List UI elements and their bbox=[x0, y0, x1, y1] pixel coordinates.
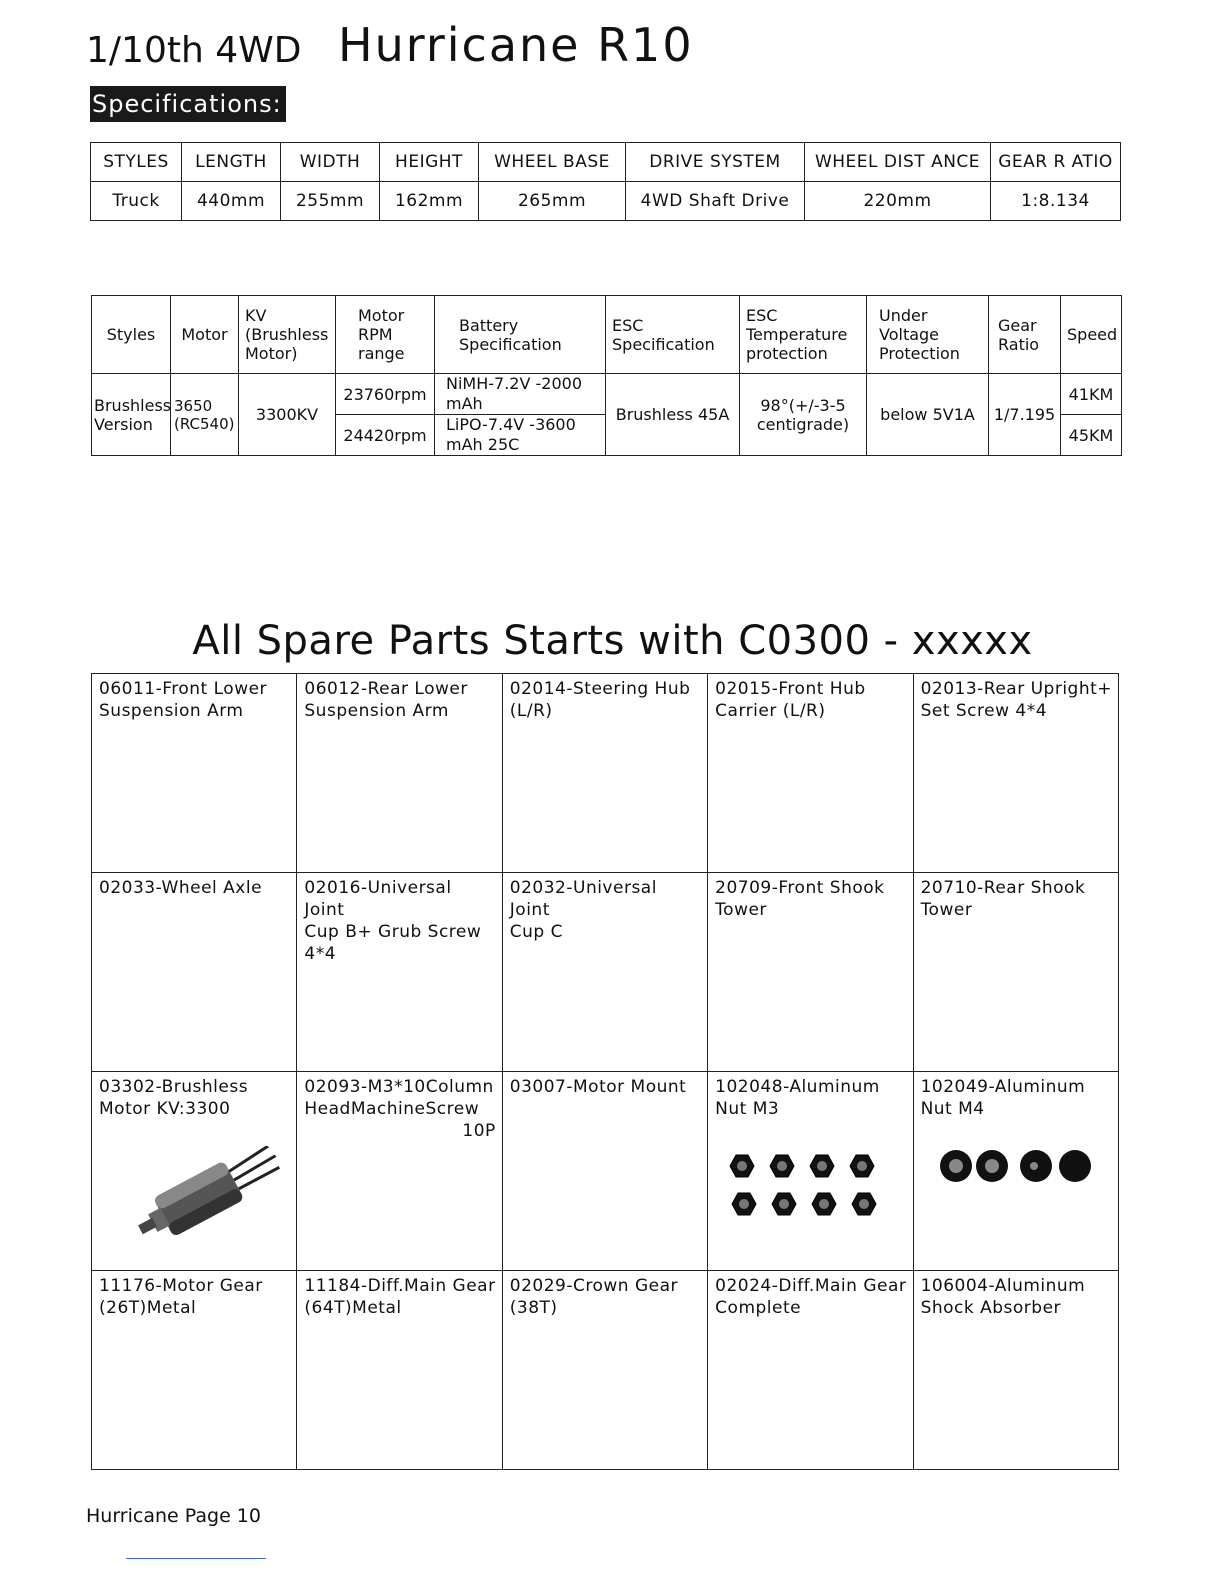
part-cell bbox=[708, 873, 913, 1072]
part-label: 102048-Aluminum bbox=[715, 1077, 880, 1097]
part-label: 02032-Universal Joint bbox=[509, 878, 657, 920]
part-cell bbox=[708, 674, 913, 873]
part-label: 11176-Motor Gear bbox=[99, 1276, 263, 1296]
part-label: (64T)Metal bbox=[304, 1298, 402, 1318]
esc-temp-cell bbox=[740, 374, 867, 456]
part-label: 06011-Front Lower bbox=[99, 679, 268, 699]
kv-header-line: (Brushless bbox=[245, 325, 329, 344]
parts-row-1 bbox=[92, 674, 1119, 873]
motor-line: (RC540) bbox=[174, 414, 235, 433]
part-cell bbox=[502, 674, 707, 873]
part-label: Set Screw 4*4 bbox=[920, 701, 1048, 721]
part-label: 02093-M3*10Column bbox=[304, 1077, 494, 1097]
rpm-cell-1: 23760rpm bbox=[336, 374, 435, 415]
gear-header-line: Ratio bbox=[998, 334, 1040, 354]
part-label: 4*4 bbox=[304, 944, 337, 964]
part-cell bbox=[502, 1271, 707, 1470]
voltage-header bbox=[867, 296, 989, 374]
part-label: 02024-Diff.Main Gear bbox=[715, 1276, 907, 1296]
spec-value-cell: Truck bbox=[91, 182, 182, 221]
spec-header-cell: WHEEL BASE bbox=[479, 143, 626, 182]
esc-temp-line: 98°(+/-3-5 bbox=[760, 395, 846, 415]
part-cell bbox=[92, 674, 297, 873]
voltage-header-line: Voltage bbox=[879, 325, 940, 344]
battery-cell-2 bbox=[435, 415, 606, 456]
voltage-header-line: Under bbox=[879, 306, 928, 325]
battery-line: mAh bbox=[446, 394, 483, 413]
part-label: Cup C bbox=[509, 922, 563, 942]
part-label: 20709-Front Shook bbox=[715, 878, 885, 898]
styles-header: Styles bbox=[92, 296, 171, 374]
brushless-motor-image bbox=[124, 1146, 294, 1241]
battery-header bbox=[435, 296, 606, 374]
battery-line: LiPO-7.4V -3600 bbox=[446, 415, 576, 434]
motor-line: 3650 bbox=[174, 396, 213, 415]
page-footer: Hurricane Page 10 bbox=[86, 1505, 261, 1527]
speed-cell-2: 45KM bbox=[1061, 415, 1122, 456]
part-cell bbox=[297, 1271, 502, 1470]
part-cell bbox=[913, 1271, 1118, 1470]
esc-header-line: ESC bbox=[612, 315, 644, 335]
spec-header-cell: WIDTH bbox=[281, 143, 380, 182]
kv-cell: 3300KV bbox=[239, 374, 336, 456]
esc-header bbox=[606, 296, 740, 374]
motor-header: Motor bbox=[171, 296, 239, 374]
part-label: Suspension Arm bbox=[304, 701, 449, 721]
styles-cell bbox=[92, 374, 171, 456]
spec-header-cell: LENGTH bbox=[182, 143, 281, 182]
gear-cell: 1/7.195 bbox=[989, 374, 1061, 456]
part-cell bbox=[502, 1072, 707, 1271]
gear-header-line: Gear bbox=[998, 315, 1037, 335]
spare-parts-title: All Spare Parts Starts with C0300 - xxxxx bbox=[192, 618, 1033, 664]
part-label: Complete bbox=[715, 1298, 802, 1318]
part-label: (L/R) bbox=[509, 701, 553, 721]
esc-temp-line: centigrade) bbox=[756, 414, 850, 434]
spec-value-cell: 4WD Shaft Drive bbox=[626, 182, 805, 221]
spec-value-row bbox=[91, 182, 1121, 221]
battery-line: mAh 25C bbox=[446, 435, 520, 454]
m4-nuts-image bbox=[934, 1146, 1104, 1186]
part-label: Motor KV:3300 bbox=[99, 1099, 231, 1119]
footer-link-line bbox=[126, 1558, 266, 1559]
model-name-title: Hurricane R10 bbox=[338, 18, 694, 72]
part-label: 102049-Aluminum bbox=[920, 1077, 1086, 1097]
kv-header bbox=[239, 296, 336, 374]
part-label: (26T)Metal bbox=[99, 1298, 197, 1318]
m3-nuts-image bbox=[722, 1146, 892, 1226]
spare-parts-grid bbox=[91, 673, 1119, 1470]
spec-header-row bbox=[91, 143, 1121, 182]
spec-value-cell: 1:8.134 bbox=[991, 182, 1121, 221]
part-label: Tower bbox=[715, 900, 767, 920]
styles-line: Brushless bbox=[94, 395, 172, 415]
part-label: 02014-Steering Hub bbox=[509, 679, 691, 699]
rpm-header-line: Motor bbox=[358, 306, 405, 325]
part-label: 03302-Brushless bbox=[99, 1077, 249, 1097]
part-label: Shock Absorber bbox=[920, 1298, 1062, 1318]
battery-header-line: Battery bbox=[459, 315, 519, 335]
part-label: Nut M3 bbox=[715, 1099, 780, 1119]
motor-header-row bbox=[92, 296, 1122, 374]
part-cell bbox=[92, 873, 297, 1072]
rpm-cell-2: 24420rpm bbox=[336, 415, 435, 456]
part-cell bbox=[297, 674, 502, 873]
spec-value-cell: 265mm bbox=[479, 182, 626, 221]
part-cell bbox=[913, 873, 1118, 1072]
motor-row-1 bbox=[92, 374, 1122, 415]
part-cell bbox=[92, 1271, 297, 1470]
part-cell bbox=[297, 1072, 502, 1271]
spec-header-cell: HEIGHT bbox=[380, 143, 479, 182]
spec-header-cell: DRIVE SYSTEM bbox=[626, 143, 805, 182]
battery-header-line: Specification bbox=[459, 334, 562, 354]
spec-header-cell: GEAR R ATIO bbox=[991, 143, 1121, 182]
spec-value-cell: 255mm bbox=[281, 182, 380, 221]
motor-cell bbox=[171, 374, 239, 456]
speed-header: Speed bbox=[1061, 296, 1122, 374]
part-label: 02013-Rear Upright+ bbox=[920, 679, 1113, 699]
kv-header-line: KV bbox=[245, 306, 267, 325]
part-cell bbox=[502, 873, 707, 1072]
parts-row-4 bbox=[92, 1271, 1119, 1470]
styles-line: Version bbox=[94, 414, 153, 434]
spec-header-cell: WHEEL DIST ANCE bbox=[805, 143, 991, 182]
spec-value-cell: 162mm bbox=[380, 182, 479, 221]
part-label: 06012-Rear Lower bbox=[304, 679, 468, 699]
part-label: 02016-Universal Joint bbox=[304, 878, 452, 920]
part-label: (38T) bbox=[509, 1298, 558, 1318]
part-label: Nut M4 bbox=[920, 1099, 985, 1119]
part-label: 03007-Motor Mount bbox=[509, 1077, 687, 1097]
part-cell bbox=[297, 873, 502, 1072]
esc-temp-header-line: ESC bbox=[746, 306, 778, 325]
voltage-cell: below 5V1A bbox=[867, 374, 989, 456]
speed-cell-1: 41KM bbox=[1061, 374, 1122, 415]
part-cell bbox=[913, 674, 1118, 873]
part-label: 02033-Wheel Axle bbox=[99, 878, 263, 898]
part-cell bbox=[708, 1271, 913, 1470]
kv-header-line: Motor) bbox=[245, 344, 298, 363]
esc-cell: Brushless 45A bbox=[606, 374, 740, 456]
model-scale-title: 1/10th 4WD bbox=[86, 30, 302, 71]
spec-value-cell: 440mm bbox=[182, 182, 281, 221]
parts-row-2 bbox=[92, 873, 1119, 1072]
part-label: 10P bbox=[462, 1121, 496, 1141]
part-label: 20710-Rear Shook bbox=[920, 878, 1086, 898]
specifications-label: Specifications: bbox=[90, 86, 286, 122]
battery-cell-1 bbox=[435, 374, 606, 415]
voltage-header-line: Protection bbox=[879, 344, 960, 363]
part-label: Carrier (L/R) bbox=[715, 701, 826, 721]
esc-header-line: Specification bbox=[612, 334, 715, 354]
part-label: Cup B+ Grub Screw bbox=[304, 922, 482, 942]
esc-temp-header-line: Temperature bbox=[746, 325, 848, 344]
motor-specifications-table bbox=[91, 295, 1122, 456]
rpm-header-line: range bbox=[358, 344, 405, 363]
esc-temp-header-line: protection bbox=[746, 344, 828, 363]
part-label: 02029-Crown Gear bbox=[509, 1276, 679, 1296]
rpm-header bbox=[336, 296, 435, 374]
gear-header bbox=[989, 296, 1061, 374]
esc-temp-header bbox=[740, 296, 867, 374]
spec-value-cell: 220mm bbox=[805, 182, 991, 221]
spec-header-cell: STYLES bbox=[91, 143, 182, 182]
part-label: Suspension Arm bbox=[99, 701, 244, 721]
part-label: Tower bbox=[920, 900, 973, 920]
battery-line: NiMH-7.2V -2000 bbox=[446, 374, 582, 393]
part-label: 106004-Aluminum bbox=[920, 1276, 1086, 1296]
rpm-header-line: RPM bbox=[358, 325, 393, 344]
specifications-table bbox=[90, 142, 1121, 221]
part-label: 11184-Diff.Main Gear bbox=[304, 1276, 496, 1296]
part-label: 02015-Front Hub bbox=[715, 679, 866, 699]
part-label: HeadMachineScrew bbox=[304, 1099, 480, 1119]
